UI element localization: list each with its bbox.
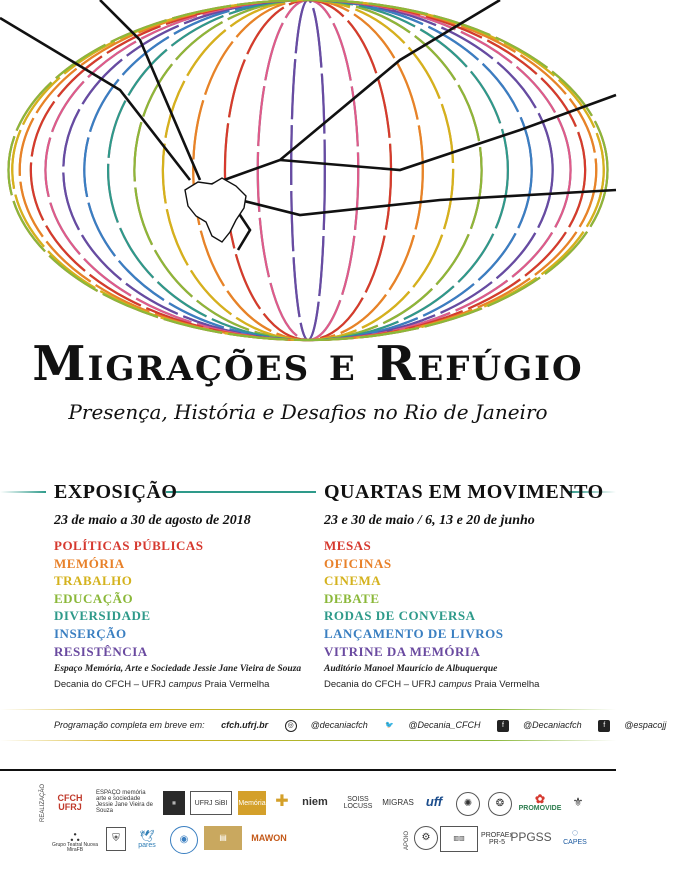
globe-meridian xyxy=(108,0,508,340)
exposicao-rule-right xyxy=(166,491,316,493)
quartas-activities xyxy=(324,537,504,660)
cross-logo: ✚ xyxy=(275,793,289,810)
uff-logo xyxy=(418,789,450,813)
facebook-handle: @Decaniacfch xyxy=(523,720,582,731)
place-suffix: Praia Vermelha xyxy=(204,679,270,690)
activity-item: DEBATE xyxy=(324,590,380,606)
arquivo-logo: ▦ xyxy=(163,791,185,815)
poster-subtitle: Presença, História e Desafios no Rio de Janeiro xyxy=(68,400,548,424)
niem-logo xyxy=(296,789,334,815)
memoria-logo xyxy=(238,791,266,815)
capes-icon: ◌ xyxy=(571,827,579,839)
rainbow-globe-illustration xyxy=(0,0,616,340)
ppgss-logo-text: PPGSS xyxy=(510,830,552,844)
globe-meridian xyxy=(63,0,552,340)
facebook-handle: @espacojj xyxy=(624,720,667,731)
place-campus: campus xyxy=(168,679,202,690)
cfch-logo xyxy=(50,787,90,819)
globe-meridian xyxy=(45,0,570,340)
seal-logo: ❂ xyxy=(488,792,512,816)
facebook-link-espaco[interactable] xyxy=(598,720,666,730)
promovide-icon: ✿ xyxy=(534,791,546,806)
illustration-logo: ▤ xyxy=(204,826,242,850)
globe-meridian xyxy=(31,0,585,340)
university-logo: ▥▥ xyxy=(440,826,478,852)
migras-logo-text: MIGRAS xyxy=(382,798,414,807)
globe-meridian xyxy=(291,0,325,340)
place-suffix: Praia Vermelha xyxy=(474,679,540,690)
crest-logo: ⚜ xyxy=(572,795,584,809)
mawon-logo xyxy=(246,830,292,846)
shield-logo: ⛨ xyxy=(106,827,126,851)
twitter-handle: @Decania_CFCH xyxy=(408,720,481,731)
facebook-link-decania[interactable] xyxy=(497,720,582,730)
activity-item: LANÇAMENTO DE LIVROS xyxy=(324,625,504,641)
quartas-place xyxy=(324,679,539,690)
espaco-logo-text: ESPAÇO memória arte e sociedade Jessie Jane Vieira de Souza xyxy=(96,790,153,814)
twitter-icon: 🐦 xyxy=(384,722,394,729)
memoria-logo-text: Memória xyxy=(238,799,266,807)
activity-item: CINEMA xyxy=(324,573,382,589)
exposicao-topics xyxy=(54,537,204,660)
topic-item: RESISTÊNCIA xyxy=(54,643,148,659)
topic-item: MEMÓRIA xyxy=(54,555,125,571)
globe-meridian xyxy=(45,0,570,340)
globe-meridian xyxy=(134,0,481,340)
soiss-logo-text: SOISS LOCUSS xyxy=(343,796,373,810)
promovide-logo xyxy=(514,788,566,816)
migration-route-line xyxy=(220,190,616,215)
uff-logo-text: uff xyxy=(425,793,443,809)
place-prefix: Decania do CFCH – UFRJ xyxy=(324,679,436,690)
programacao-label: Programação completa em breve em: xyxy=(54,720,205,731)
seal-logo: ✺ xyxy=(456,792,480,816)
globe-meridian xyxy=(84,0,531,340)
topic-item: INSERÇÃO xyxy=(54,625,127,641)
apoio-label: APOIO xyxy=(404,830,410,850)
exposicao-dates: 23 de maio a 30 de agosto de 2018 xyxy=(54,513,251,528)
espaco-memoria-logo xyxy=(96,787,156,817)
twitter-link[interactable] xyxy=(384,720,480,730)
website-text: cfch.ufrj.br xyxy=(221,720,269,731)
activity-item: RODAS DE CONVERSA xyxy=(324,608,476,624)
exposicao-place xyxy=(54,679,269,690)
quartas-venue: Auditório Manoel Maurício de Albuquerque xyxy=(324,664,498,674)
seal-logo: ⚙ xyxy=(414,826,438,850)
profaex-logo-text: PROFAEx PR-5 xyxy=(481,832,513,846)
mawon-logo-text: MAWON xyxy=(251,832,287,843)
exposicao-venue: Espaço Memória, Arte e Sociedade Jessie Jane Vieira de Souza xyxy=(54,664,302,674)
activity-item: MESAS xyxy=(324,538,372,553)
footer-divider xyxy=(0,769,616,771)
instagram-handle: @decaniacfch xyxy=(310,720,368,731)
globe-meridian xyxy=(108,0,508,340)
globe-meridian xyxy=(84,0,531,340)
quartas-dates: 23 e 30 de maio / 6, 13 e 20 de junho xyxy=(324,513,535,528)
activity-item: VITRINE DA MEMÓRIA xyxy=(324,643,481,659)
brazil-map-outline xyxy=(185,178,246,242)
topic-item: EDUCAÇÃO xyxy=(54,590,134,606)
activity-item: OFICINAS xyxy=(324,555,392,571)
exposicao-title: EXPOSIÇÃO xyxy=(54,481,178,503)
cfch-logo-text: CFCH UFRJ xyxy=(57,793,83,812)
programacao-rule-top xyxy=(0,709,616,710)
sibi-logo-text: UFRJ SiBI xyxy=(194,799,228,807)
globe-meridian xyxy=(31,0,585,340)
exposicao-rule-left xyxy=(0,491,46,493)
capes-logo xyxy=(558,824,592,850)
grupo-logo-text: Grupo Teatral Nuova MiraFB xyxy=(51,842,99,853)
globe-meridian xyxy=(20,0,597,340)
instagram-icon: ◎ xyxy=(285,720,297,732)
sibi-logo xyxy=(190,791,232,815)
ppgss-logo xyxy=(506,826,556,848)
facebook-icon: f xyxy=(497,720,509,732)
place-campus: campus xyxy=(438,679,472,690)
niem-logo-text: niem xyxy=(302,795,328,808)
promovide-logo-text: PROMOVIDE xyxy=(518,804,562,812)
place-prefix: Decania do CFCH – UFRJ xyxy=(54,679,166,690)
poster-title: Migrações e Refúgio xyxy=(32,336,584,392)
realizacao-label: REALIZAÇÃO xyxy=(40,783,46,822)
programacao-rule-bottom xyxy=(0,740,616,741)
topic-item: TRABALHO xyxy=(54,573,133,589)
soiss-locuss-logo xyxy=(338,793,378,813)
globe-meridian xyxy=(258,0,359,340)
globe-meridian xyxy=(163,0,453,340)
globe-meridian xyxy=(163,0,453,340)
pares-logo-text: pares xyxy=(138,841,156,849)
instagram-link[interactable] xyxy=(285,720,368,730)
quartas-title: QUARTAS EM MOVIMENTO xyxy=(324,481,604,503)
website-link[interactable] xyxy=(221,720,268,730)
topic-item: POLÍTICAS PÚBLICAS xyxy=(54,538,204,553)
facebook-icon: f xyxy=(598,720,610,732)
capes-logo-text: CAPES xyxy=(563,839,587,846)
migras-logo xyxy=(380,795,416,811)
globe-meridian xyxy=(63,0,552,340)
globe-meridian xyxy=(134,0,481,340)
globe-meridian xyxy=(20,0,597,340)
grupo-teatral-logo xyxy=(50,826,100,856)
grupo-icon: ⛬ xyxy=(70,828,80,844)
migration-route-line xyxy=(210,0,500,185)
pares-logo xyxy=(132,826,162,852)
topic-item: DIVERSIDADE xyxy=(54,608,151,624)
round-logo: ◉ xyxy=(170,826,198,854)
programacao-line xyxy=(54,720,680,732)
bird-icon: 🕊 xyxy=(139,828,155,843)
